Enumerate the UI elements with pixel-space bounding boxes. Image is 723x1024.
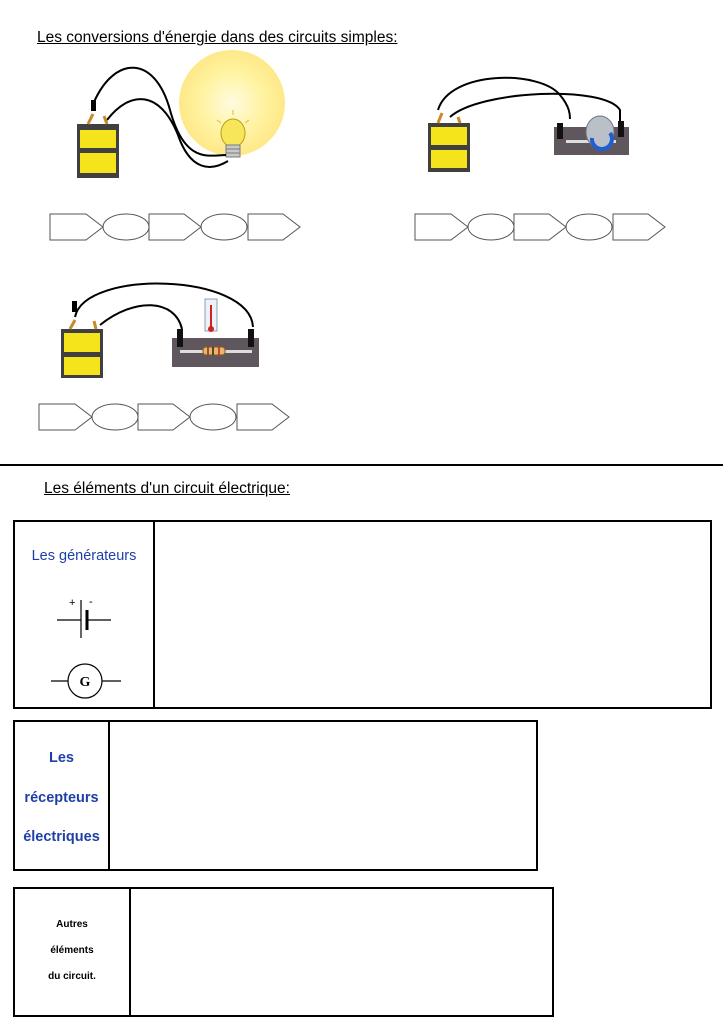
energy-form-box xyxy=(237,404,289,430)
energy-form-box xyxy=(613,214,665,240)
others-label-line-1: Autres xyxy=(56,919,88,930)
battery-icon xyxy=(61,301,103,378)
energy-chain-3 xyxy=(38,403,291,431)
circuit-motor xyxy=(420,75,640,175)
generator-letter: G xyxy=(79,675,91,690)
motor-icon xyxy=(554,116,629,155)
energy-chain-1 xyxy=(49,213,302,241)
energy-converter-oval xyxy=(201,214,247,240)
energy-converter-oval xyxy=(566,214,612,240)
generators-label-cell xyxy=(15,522,155,707)
receivers-label-line-3: électriques xyxy=(23,829,100,845)
conversions-title: Les conversions d'énergie dans des circuits simples: xyxy=(37,29,398,46)
others-table xyxy=(13,887,554,1017)
generator-symbol-icon xyxy=(51,662,123,700)
energy-chain-2 xyxy=(414,213,667,241)
circuit-lamp xyxy=(60,50,300,185)
energy-form-box xyxy=(50,214,103,240)
energy-converter-oval xyxy=(190,404,236,430)
receivers-label-line-2: récepteurs xyxy=(24,790,99,806)
others-answer-cell[interactable] xyxy=(131,889,552,1015)
receivers-label-cell xyxy=(15,722,110,869)
resistor-icon xyxy=(172,329,259,367)
energy-converter-oval xyxy=(468,214,514,240)
energy-form-box xyxy=(138,404,190,430)
circuit-resistor xyxy=(55,277,265,382)
section-divider xyxy=(0,464,723,466)
energy-converter-oval xyxy=(103,214,149,240)
generators-label: Les générateurs xyxy=(31,548,137,564)
energy-form-box xyxy=(149,214,201,240)
thermometer-icon xyxy=(205,299,217,332)
light-bulb-icon xyxy=(179,50,285,157)
battery-minus-sign: - xyxy=(89,596,93,608)
generators-table xyxy=(13,520,712,709)
energy-form-box xyxy=(514,214,566,240)
generators-answer-cell[interactable] xyxy=(155,522,710,707)
elements-title: Les éléments d'un circuit électrique: xyxy=(44,480,290,497)
receivers-label-line-1: Les xyxy=(49,750,74,766)
cell-symbol-icon xyxy=(55,594,115,638)
receivers-answer-cell[interactable] xyxy=(110,722,536,869)
energy-form-box xyxy=(415,214,468,240)
others-label-cell xyxy=(15,889,131,1015)
others-label-line-2: éléments xyxy=(50,945,94,956)
battery-icon xyxy=(77,100,119,178)
battery-icon xyxy=(428,113,470,172)
energy-form-box xyxy=(39,404,92,430)
energy-converter-oval xyxy=(92,404,138,430)
energy-form-box xyxy=(248,214,300,240)
others-label-line-3: du circuit. xyxy=(48,971,96,982)
battery-plus-sign: + xyxy=(69,597,76,609)
receivers-table xyxy=(13,720,538,871)
